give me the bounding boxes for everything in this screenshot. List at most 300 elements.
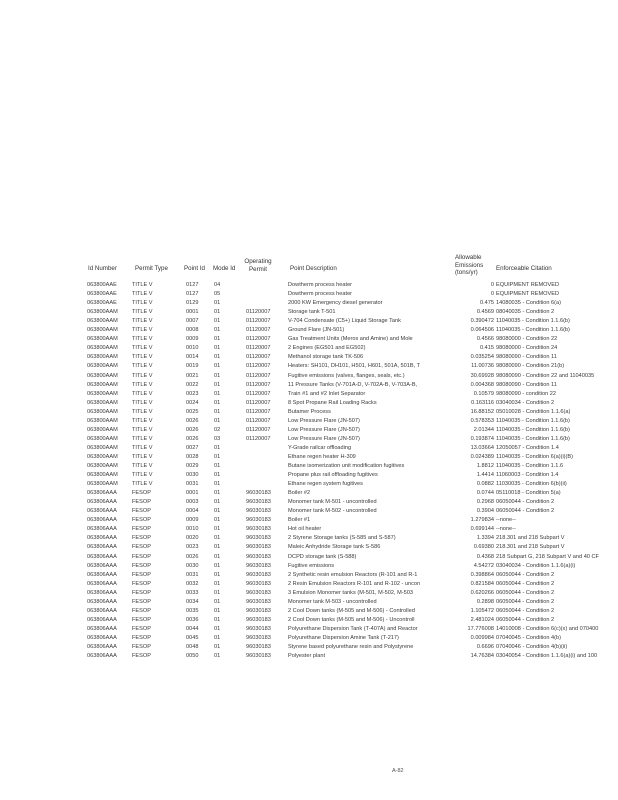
cell-point-id: 0034	[186, 598, 199, 605]
cell-id-number: 063800AAM	[87, 463, 118, 469]
cell-point-description: Polyurethane Dispersion Tank (T-407A) and Reactor	[288, 625, 418, 632]
table-row	[0, 489, 618, 497]
cell-point-description: 2 Engines (EG501 and EG502)	[288, 345, 366, 352]
cell-mode-id: 01	[214, 490, 221, 497]
cell-mode-id: 01	[214, 598, 221, 605]
cell-point-id: 0004	[186, 508, 199, 515]
cell-mode-id: 01	[214, 381, 221, 388]
cell-mode-id: 01	[214, 327, 221, 334]
cell-id-number: 063806AAA	[87, 589, 117, 596]
cell-mode-id: 01	[214, 517, 221, 524]
cell-enforceable-citation: --none--	[496, 526, 516, 533]
cell-permit-type: TITLE V	[132, 463, 153, 469]
table-row	[0, 390, 618, 398]
cell-mode-id: 02	[214, 426, 221, 433]
cell-point-description: Boiler #2	[288, 490, 311, 497]
cell-point-id: 0028	[186, 453, 199, 460]
cell-enforceable-citation: 98080090 - condition 22	[496, 390, 557, 397]
cell-mode-id: 01	[214, 363, 221, 370]
cell-point-description: Polyurethane Dispersion Amine Tank (T-217)	[288, 634, 399, 641]
cell-allowable-emissions: 0	[490, 291, 494, 298]
cell-permit-type: TITLE V	[132, 318, 153, 325]
cell-allowable-emissions: 0.064506	[470, 327, 494, 334]
cell-enforceable-citation: 06050044 - Condition 2	[496, 580, 555, 587]
table-row	[0, 435, 618, 443]
cell-id-number: 063806AAA	[87, 580, 117, 587]
cell-operating-permit: 96030183	[246, 625, 271, 632]
table-row	[0, 462, 618, 470]
cell-point-description: Ethane regen heater H-309	[288, 453, 356, 460]
cell-enforceable-citation: 06050044 - Condition 2	[496, 571, 555, 578]
cell-point-id: 0036	[186, 616, 199, 623]
cell-operating-permit: 96030183	[246, 535, 271, 542]
cell-id-number: 063800AAM	[87, 363, 118, 370]
cell-permit-type: TITLE V	[132, 336, 153, 343]
cell-mode-id: 01	[214, 644, 221, 650]
cell-id-number: 063800AAM	[87, 472, 118, 479]
cell-permit-type: FESOP	[132, 517, 151, 524]
cell-operating-permit: 01120007	[246, 318, 271, 325]
cell-point-id: 0129	[186, 300, 199, 307]
cell-enforceable-citation: --none--	[496, 517, 516, 524]
cell-allowable-emissions: 0.6696	[476, 644, 494, 650]
cell-point-description: Butane isomerization unit modification fugitives	[288, 463, 405, 469]
cell-point-id: 0032	[186, 580, 199, 587]
cell-permit-type: TITLE V	[132, 408, 153, 415]
cell-enforceable-citation: 98080000 - Condition 22	[496, 336, 558, 343]
cell-id-number: 063800AAM	[87, 381, 118, 388]
table-row	[0, 372, 618, 380]
cell-enforceable-citation: EQUIPMENT REMOVED	[496, 282, 559, 288]
cell-operating-permit: 96030183	[246, 580, 271, 587]
cell-point-description: DCPD storage tank (S-588)	[288, 553, 357, 560]
cell-id-number: 063806AAA	[87, 598, 117, 605]
cell-allowable-emissions: 2.01344	[473, 426, 494, 433]
table-row	[0, 534, 618, 542]
cell-id-number: 063806AAA	[87, 517, 117, 524]
cell-permit-type: FESOP	[132, 580, 151, 587]
cell-point-description: 2 Cool Down tanks (M-505 and M-506) - Uncontroll	[288, 616, 415, 623]
cell-allowable-emissions: 13.03664	[470, 444, 494, 451]
cell-point-id: 0003	[186, 499, 199, 506]
cell-point-id: 0026	[186, 435, 199, 442]
cell-permit-type: FESOP	[132, 589, 151, 596]
cell-mode-id: 01	[214, 580, 221, 587]
cell-operating-permit: 96030183	[246, 490, 271, 497]
cell-mode-id: 01	[214, 499, 221, 506]
table-row	[0, 344, 618, 352]
cell-id-number: 063800AAM	[87, 408, 118, 415]
cell-allowable-emissions: 0.390472	[470, 318, 494, 325]
cell-id-number: 063800AAM	[87, 417, 118, 424]
cell-point-description: V-704 Condensate (C5+) Liquid Storage Tank	[288, 318, 401, 325]
table-row	[0, 335, 618, 343]
cell-point-description: 2 Resin Emulsion Reactors R-101 and R-102 - uncon	[288, 580, 421, 587]
cell-enforceable-citation: 11040035 - Condition 1.1.6(b)	[496, 327, 570, 334]
cell-point-description: Monomer tank M-503 - uncontrolled	[288, 598, 377, 605]
cell-mode-id: 01	[214, 634, 221, 641]
cell-point-id: 0020	[186, 535, 199, 542]
cell-enforceable-citation: 11040035 - Condition 6(a)(i)(B)	[496, 453, 574, 460]
cell-allowable-emissions: 16.88152	[470, 408, 494, 415]
cell-permit-type: TITLE V	[132, 345, 153, 352]
cell-operating-permit: 01120007	[246, 354, 271, 361]
cell-enforceable-citation: 05110018 - Condition 5(a)	[496, 490, 561, 497]
cell-mode-id: 01	[214, 336, 221, 343]
cell-id-number: 063800AAM	[87, 354, 118, 361]
cell-id-number: 063806AAA	[87, 653, 117, 660]
cell-operating-permit: 96030183	[246, 499, 271, 506]
cell-permit-type: TITLE V	[132, 444, 153, 451]
cell-permit-type: TITLE V	[132, 282, 153, 288]
cell-operating-permit: 01120007	[246, 408, 271, 415]
cell-point-id: 0030	[186, 472, 199, 479]
cell-point-description: Storage tank T-501	[288, 309, 336, 316]
table-row	[0, 598, 618, 606]
cell-point-description: Low Pressure Flare (JN-507)	[288, 426, 360, 433]
cell-id-number: 063800AAM	[87, 444, 118, 451]
cell-allowable-emissions: 0.821584	[470, 580, 494, 587]
cell-mode-id: 01	[214, 300, 221, 307]
cell-mode-id: 01	[214, 345, 221, 352]
cell-point-id: 0008	[186, 327, 199, 334]
cell-allowable-emissions: 0.578353	[470, 417, 494, 424]
cell-point-description: 3 Emulsion Monomer tanks (M-501, M-502, M-503	[288, 589, 413, 596]
cell-id-number: 063806AAA	[87, 544, 117, 551]
cell-point-description: 2 Styrene Storage tanks (S-585 and S-587)	[288, 535, 396, 542]
page-number: A-82	[392, 768, 404, 774]
cell-permit-type: FESOP	[132, 616, 151, 623]
cell-allowable-emissions: 11.00736	[471, 363, 494, 370]
cell-point-description: Low Pressure Flare (JN-507)	[288, 435, 360, 442]
cell-id-number: 063800AAM	[87, 435, 118, 442]
table-row	[0, 290, 618, 298]
cell-allowable-emissions: 1.4414	[476, 472, 494, 479]
table-row	[0, 444, 618, 452]
cell-permit-type: FESOP	[132, 644, 151, 650]
cell-point-description: Monomer tank M-501 - uncontrolled	[288, 499, 377, 506]
cell-permit-type: TITLE V	[132, 481, 153, 488]
header-mode-id: Mode Id	[213, 265, 236, 272]
cell-enforceable-citation: 11030035 - Condition 6(b)(ii)	[496, 481, 567, 488]
cell-allowable-emissions: 0.193874	[470, 435, 494, 442]
cell-id-number: 063806AAA	[87, 616, 117, 623]
cell-id-number: 063800AAM	[87, 481, 118, 488]
cell-point-id: 0024	[186, 399, 199, 406]
cell-mode-id: 01	[214, 535, 221, 542]
cell-id-number: 063800AAE	[87, 300, 117, 307]
cell-enforceable-citation: 218 Subpart G, 218 Subpart V and 40 CF	[496, 553, 599, 560]
cell-mode-id: 01	[214, 616, 221, 623]
cell-point-description: Ethane regen system fugitives	[288, 481, 363, 488]
cell-enforceable-citation: 98080090 - Condition 11	[496, 354, 557, 361]
cell-allowable-emissions: 0.009984	[470, 634, 494, 641]
cell-permit-type: FESOP	[132, 535, 151, 542]
cell-enforceable-citation: 06050044 - Condition 2	[496, 499, 555, 506]
cell-allowable-emissions: 0.3904	[476, 508, 494, 515]
cell-allowable-emissions: 0.035254	[470, 354, 494, 361]
cell-mode-id: 01	[214, 417, 221, 424]
cell-enforceable-citation: 06050044 - Condition 2	[496, 508, 555, 515]
cell-allowable-emissions: 0	[490, 282, 494, 288]
cell-id-number: 063800AAM	[87, 426, 118, 433]
cell-allowable-emissions: 0.4566	[476, 336, 494, 343]
cell-point-id: 0127	[186, 291, 199, 298]
cell-enforceable-citation: 98080090 - Condition 11	[496, 381, 557, 388]
table-row	[0, 580, 618, 588]
cell-operating-permit: 96030183	[246, 644, 271, 650]
cell-enforceable-citation: 98080090 - Condition 22 and 11040035	[496, 372, 595, 379]
cell-mode-id: 01	[214, 553, 221, 560]
cell-point-id: 0010	[186, 526, 199, 533]
cell-id-number: 063806AAA	[87, 571, 117, 578]
cell-point-id: 0009	[186, 336, 199, 343]
cell-point-description: Maleic Anhydride Storage tank S-586	[288, 544, 381, 551]
cell-point-id: 0026	[186, 426, 199, 433]
cell-enforceable-citation: 98080090 - Condition 21(b)	[496, 363, 565, 370]
cell-point-id: 0048	[186, 644, 199, 650]
table-row	[0, 353, 618, 361]
cell-permit-type: FESOP	[132, 634, 151, 641]
cell-point-description: Dowtherm process heater	[288, 291, 353, 298]
cell-enforceable-citation: 05010028 - Condition 1.1.6(a)	[496, 408, 571, 415]
cell-permit-type: FESOP	[132, 625, 151, 632]
cell-point-id: 0127	[186, 282, 199, 288]
cell-enforceable-citation: 11040035 - Condition 1.1.6(b)	[496, 435, 570, 442]
cell-point-description: 2 Synthetic resin emulsion Reactors (R-101 and R-1	[288, 571, 418, 578]
cell-id-number: 063800AAM	[87, 336, 118, 343]
cell-id-number: 063806AAA	[87, 562, 117, 569]
cell-point-description: Boiler #1	[288, 517, 311, 524]
cell-point-description: Heaters: SH101, DH101, H501, H601, 501A, 501B, T	[288, 363, 421, 370]
cell-permit-type: FESOP	[132, 607, 151, 614]
cell-point-id: 0001	[186, 309, 199, 316]
cell-point-id: 0014	[186, 354, 199, 361]
cell-permit-type: TITLE V	[132, 300, 153, 307]
cell-operating-permit: 96030183	[246, 562, 271, 569]
cell-enforceable-citation: 11040035 - Condition 1.1.6(b)	[496, 426, 570, 433]
table-row	[0, 652, 618, 660]
cell-allowable-emissions: 0.620266	[470, 589, 494, 596]
cell-enforceable-citation: 06050044 - Condition 2	[496, 598, 555, 605]
cell-point-id: 0019	[186, 363, 199, 370]
cell-id-number: 063806AAA	[87, 634, 117, 641]
cell-allowable-emissions: 0.415	[480, 345, 494, 352]
cell-mode-id: 01	[214, 653, 221, 660]
cell-permit-type: TITLE V	[132, 372, 153, 379]
cell-point-id: 0029	[186, 463, 199, 469]
cell-allowable-emissions: 30.69928	[470, 372, 494, 379]
cell-allowable-emissions: 0.10579	[473, 390, 494, 397]
cell-point-id: 0010	[186, 345, 199, 352]
header-permit-type: Permit Type	[135, 265, 168, 272]
cell-permit-type: FESOP	[132, 571, 151, 578]
cell-point-description: Styrene based polyurethane resin and Polystyrene	[288, 644, 414, 650]
cell-permit-type: TITLE V	[132, 435, 153, 442]
cell-point-description: Monomer tank M-502 - uncontrolled	[288, 508, 377, 515]
cell-mode-id: 01	[214, 399, 221, 406]
cell-point-id: 0050	[186, 653, 199, 660]
cell-operating-permit: 01120007	[246, 417, 271, 424]
cell-enforceable-citation: 12050057 - Condition 1.4	[496, 444, 559, 451]
cell-allowable-emissions: 0.2898	[476, 598, 494, 605]
table-row	[0, 381, 618, 389]
cell-mode-id: 01	[214, 444, 221, 451]
cell-point-description: 2 Cool Down tanks (M-505 and M-506) - Controlled	[288, 607, 415, 614]
cell-operating-permit: 01120007	[246, 399, 271, 406]
cell-allowable-emissions: 4.54272	[473, 562, 494, 569]
cell-operating-permit: 01120007	[246, 363, 271, 370]
cell-operating-permit: 96030183	[246, 517, 271, 524]
cell-mode-id: 01	[214, 481, 221, 488]
cell-operating-permit: 96030183	[246, 544, 271, 551]
cell-operating-permit: 96030183	[246, 553, 271, 560]
cell-operating-permit: 96030183	[246, 589, 271, 596]
cell-point-description: Y-Grade railcar offloading	[288, 444, 352, 451]
cell-enforceable-citation: 07040046 - Condition 4(b)(ii)	[496, 644, 568, 650]
cell-operating-permit: 01120007	[246, 372, 271, 379]
table-row	[0, 507, 618, 515]
header-point-id: Point Id	[184, 265, 205, 272]
cell-id-number: 063806AAA	[87, 553, 117, 560]
cell-permit-type: TITLE V	[132, 453, 153, 460]
cell-mode-id: 01	[214, 453, 221, 460]
cell-id-number: 063800AAM	[87, 399, 118, 406]
cell-allowable-emissions: 0.0882	[476, 481, 494, 488]
cell-operating-permit: 96030183	[246, 616, 271, 623]
cell-permit-type: TITLE V	[132, 309, 153, 316]
cell-permit-type: TITLE V	[132, 381, 153, 388]
cell-mode-id: 01	[214, 589, 221, 596]
cell-allowable-emissions: 0.699144	[470, 526, 494, 533]
cell-id-number: 063806AAA	[87, 644, 117, 650]
cell-point-id: 0001	[186, 490, 199, 497]
cell-id-number: 063800AAE	[87, 282, 117, 288]
cell-enforceable-citation: 08040035 - Condition 2	[496, 309, 555, 316]
cell-point-description: Ground Flare (JN-501)	[288, 327, 345, 334]
cell-operating-permit: 01120007	[246, 435, 271, 442]
cell-allowable-emissions: 0.024389	[470, 453, 494, 460]
cell-point-id: 0044	[186, 625, 199, 632]
table-row	[0, 426, 618, 434]
cell-point-id: 0031	[186, 571, 199, 578]
cell-point-description: Polyester plant	[288, 653, 326, 660]
cell-enforceable-citation: 11040035 - Condition 1.1.6(b)	[496, 318, 570, 325]
cell-point-description: Butamer Process	[288, 408, 331, 415]
cell-mode-id: 01	[214, 607, 221, 614]
cell-enforceable-citation: 03040054 - Condition 1.1.6(a)(i) and 100	[496, 653, 598, 660]
table-row	[0, 553, 618, 561]
cell-permit-type: TITLE V	[132, 327, 153, 334]
cell-point-description: Hot oil heater	[288, 526, 322, 533]
cell-mode-id: 01	[214, 508, 221, 515]
table-row	[0, 362, 618, 370]
cell-point-description: 2000 KW Emergency diesel generator	[288, 300, 383, 307]
table-row	[0, 453, 618, 461]
cell-point-id: 0026	[186, 417, 199, 424]
cell-mode-id: 01	[214, 354, 221, 361]
cell-point-description: 8 Spot Propane Rail Loading Racks	[288, 399, 377, 406]
cell-permit-type: FESOP	[132, 526, 151, 533]
cell-enforceable-citation: 218.301 and 218 Subpart V	[496, 535, 565, 542]
cell-enforceable-citation: 06050044 - Condition 2	[496, 589, 555, 596]
cell-operating-permit: 96030183	[246, 598, 271, 605]
cell-mode-id: 01	[214, 562, 221, 569]
cell-mode-id: 01	[214, 472, 221, 479]
cell-point-id: 0035	[186, 607, 199, 614]
table-row	[0, 299, 618, 307]
cell-mode-id: 01	[214, 526, 221, 533]
cell-allowable-emissions: 0.69380	[473, 544, 494, 551]
header-point-description: Point Description	[290, 265, 337, 272]
cell-permit-type: TITLE V	[132, 417, 153, 424]
cell-enforceable-citation: 218.301 and 218 Subpart V	[496, 544, 565, 551]
cell-permit-type: FESOP	[132, 499, 151, 506]
header-enforceable-citation: Enforceable Citation	[496, 265, 552, 272]
cell-point-id: 0027	[186, 444, 199, 451]
cell-point-description: 11 Pressure Tanks (V-701A-D, V-702A-B, V-703A-B,	[288, 381, 418, 388]
cell-mode-id: 01	[214, 463, 221, 469]
table-row	[0, 571, 618, 579]
header-id-number: Id Number	[88, 265, 117, 272]
cell-allowable-emissions: 1.8812	[476, 463, 494, 469]
cell-point-id: 0030	[186, 562, 199, 569]
table-row	[0, 308, 618, 316]
cell-permit-type: FESOP	[132, 598, 151, 605]
cell-enforceable-citation: 14080035 - Condition 6(a)	[496, 300, 561, 307]
cell-permit-type: TITLE V	[132, 472, 153, 479]
cell-id-number: 063800AAM	[87, 327, 118, 334]
cell-enforceable-citation: 11040035 - Condition 1.1.6	[496, 463, 564, 469]
cell-point-id: 0031	[186, 481, 199, 488]
cell-permit-type: FESOP	[132, 490, 151, 497]
cell-operating-permit: 96030183	[246, 571, 271, 578]
cell-allowable-emissions: 0.0744	[476, 490, 494, 497]
table-row	[0, 417, 618, 425]
cell-operating-permit: 01120007	[246, 345, 271, 352]
table-row	[0, 525, 618, 533]
cell-id-number: 063806AAA	[87, 526, 117, 533]
cell-id-number: 063800AAM	[87, 372, 118, 379]
cell-allowable-emissions: 1.3394	[476, 535, 494, 542]
cell-allowable-emissions: 0.4368	[476, 553, 494, 560]
cell-point-id: 0023	[186, 544, 199, 551]
cell-allowable-emissions: 2.481024	[470, 616, 494, 623]
cell-operating-permit: 96030183	[246, 508, 271, 515]
cell-permit-type: TITLE V	[132, 390, 153, 397]
cell-enforceable-citation: 11040035 - Condition 1.1.6(b)	[496, 417, 570, 424]
cell-permit-type: FESOP	[132, 508, 151, 515]
table-row	[0, 471, 618, 479]
cell-enforceable-citation: 14010008 - Condition 6(c)(x) and 070400	[496, 625, 599, 632]
cell-id-number: 063800AAE	[87, 291, 117, 298]
table-row	[0, 543, 618, 551]
cell-point-id: 0026	[186, 553, 199, 560]
cell-enforceable-citation: 06050044 - Condition 2	[496, 607, 555, 614]
table-row	[0, 616, 618, 624]
cell-allowable-emissions: 0.4569	[476, 309, 494, 316]
cell-point-id: 0021	[186, 372, 199, 379]
cell-id-number: 063800AAM	[87, 318, 118, 325]
table-row	[0, 562, 618, 570]
cell-id-number: 063806AAA	[87, 490, 117, 497]
cell-enforceable-citation: 98080000 - Condition 24	[496, 345, 558, 352]
cell-mode-id: 01	[214, 318, 221, 325]
cell-point-description: Dowtherm process heater	[288, 282, 353, 288]
cell-operating-permit: 01120007	[246, 381, 271, 388]
cell-permit-type: FESOP	[132, 562, 151, 569]
cell-operating-permit: 96030183	[246, 653, 271, 660]
